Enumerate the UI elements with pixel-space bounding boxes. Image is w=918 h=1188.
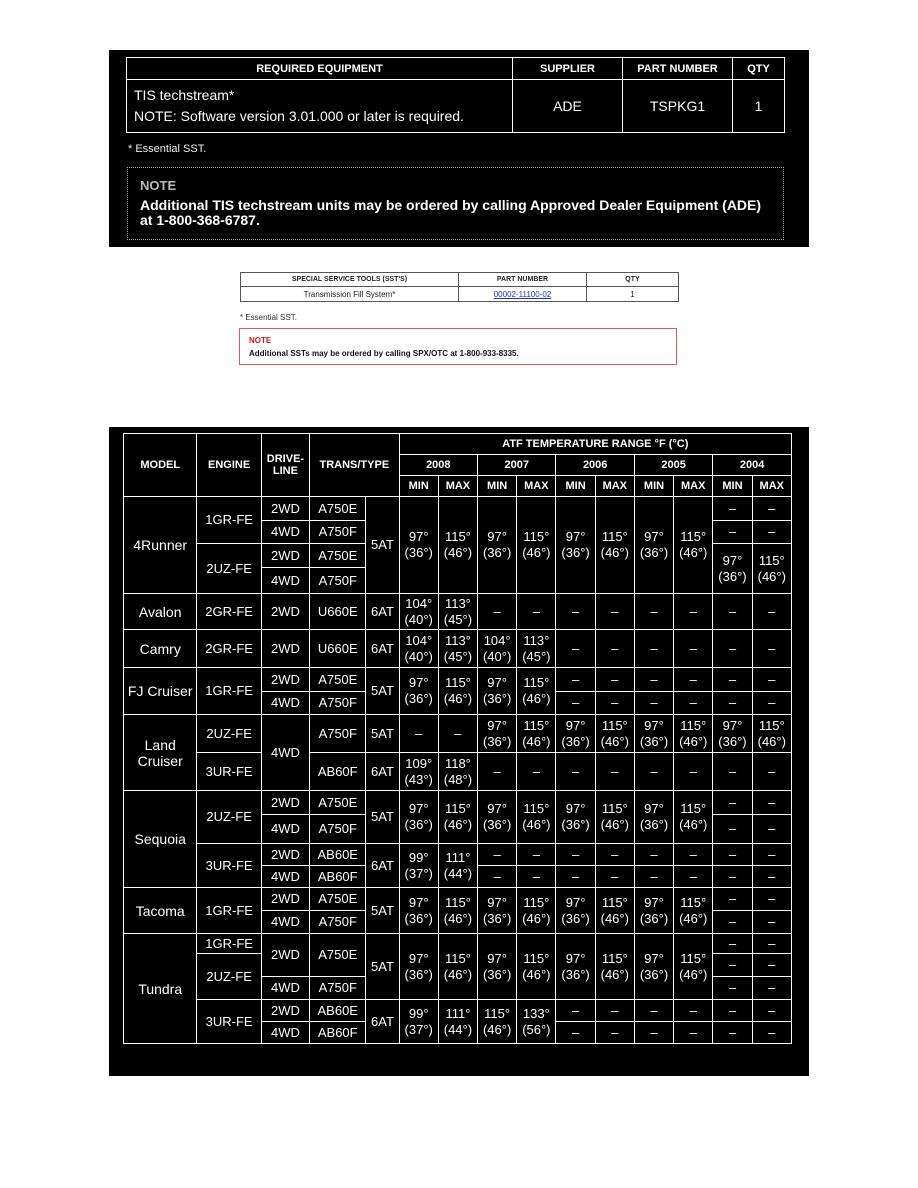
dash-cell: – [752, 954, 791, 977]
temp-cell: 115° (46°) [517, 497, 556, 594]
dash-cell: – [478, 866, 517, 888]
header-year: 2004 [713, 455, 792, 476]
temp-cell: 99° (37°) [399, 1000, 438, 1044]
dash-cell: – [674, 692, 713, 715]
dash-cell: – [674, 668, 713, 692]
model-tundra: Tundra [124, 934, 197, 1044]
dash-cell: – [713, 630, 752, 668]
dash-cell: – [478, 594, 517, 630]
dash-cell: – [556, 668, 595, 692]
temp-cell: 115° (46°) [517, 934, 556, 1000]
drive: 2WD [261, 594, 309, 630]
trans: A750F [310, 911, 366, 934]
drive: 2WD [261, 497, 309, 521]
temp-cell: 115° (46°) [517, 668, 556, 715]
engine: 2UZ-FE [197, 715, 261, 753]
temp-cell: 97° (36°) [556, 497, 595, 594]
header-min: MIN [634, 476, 673, 497]
dash-cell: – [478, 844, 517, 866]
type: 6AT [366, 753, 399, 791]
drive: 4WD [261, 815, 309, 844]
type: 5AT [366, 888, 399, 934]
dash-cell: – [634, 692, 673, 715]
engine: 2GR-FE [197, 630, 261, 668]
dash-cell: – [752, 815, 791, 844]
model-4runner: 4Runner [124, 497, 197, 594]
dash-cell: – [713, 844, 752, 866]
header-min: MIN [556, 476, 595, 497]
temp-cell: 97° (36°) [478, 791, 517, 844]
trans: A750E [310, 544, 366, 568]
header-trans-type: TRANS/TYPE [310, 434, 400, 497]
dash-cell: – [634, 866, 673, 888]
drive: 4WD [261, 977, 309, 1000]
dash-cell: – [752, 791, 791, 815]
dash-cell: – [634, 668, 673, 692]
dash-cell: – [556, 630, 595, 668]
equipment-item: TIS techstream* [134, 87, 235, 103]
drive: 4WD [261, 1022, 309, 1044]
trans: AB60F [310, 866, 366, 888]
engine: 3UR-FE [197, 753, 261, 791]
type: 5AT [366, 934, 399, 1000]
temp-cell: 99° (37°) [399, 844, 438, 888]
header-min: MIN [478, 476, 517, 497]
temp-cell: 97° (36°) [634, 888, 673, 934]
dash-cell: – [713, 521, 752, 544]
header-engine: ENGINE [197, 434, 261, 497]
drive: 2WD [261, 630, 309, 668]
engine: 3UR-FE [197, 844, 261, 888]
drive: 2WD [261, 844, 309, 866]
header-driveline: DRIVE-LINE [261, 434, 309, 497]
engine: 1GR-FE [197, 888, 261, 934]
dash-cell: – [752, 692, 791, 715]
dash-cell: – [752, 753, 791, 791]
temp-cell: 97° (36°) [713, 544, 752, 594]
temp-cell: 97° (36°) [399, 497, 438, 594]
temp-cell: 111° (44°) [438, 844, 477, 888]
header-model: MODEL [124, 434, 197, 497]
trans: A750F [310, 692, 366, 715]
trans: AB60F [310, 1022, 366, 1044]
dash-cell: – [595, 630, 634, 668]
trans: A750F [310, 815, 366, 844]
temp-cell: 115° (46°) [517, 715, 556, 753]
dash-cell: – [713, 791, 752, 815]
dash-cell: – [713, 911, 752, 934]
sst-part-number-link[interactable]: 00002-11100-02 [493, 289, 552, 299]
temp-cell: 115° (46°) [438, 668, 477, 715]
temp-cell: 97° (36°) [634, 497, 673, 594]
dash-cell: – [674, 630, 713, 668]
equipment-note-box [127, 167, 784, 240]
model-fj-cruiser: FJ Cruiser [124, 668, 197, 715]
dash-cell: – [674, 753, 713, 791]
model-tacoma: Tacoma [124, 888, 197, 934]
dash-cell: – [595, 692, 634, 715]
drive: 4WD [261, 568, 309, 594]
type: 5AT [366, 668, 399, 715]
dash-cell: – [556, 753, 595, 791]
atf-temperature-table [123, 433, 792, 1044]
trans: A750F [310, 521, 366, 544]
equipment-part-number: TSPKG1 [623, 80, 733, 133]
trans: AB60E [310, 1000, 366, 1022]
dash-cell: – [752, 521, 791, 544]
header-max: MAX [674, 476, 713, 497]
header-year: 2006 [556, 455, 634, 476]
trans: U660E [310, 630, 366, 668]
header-sst-qty: QTY [587, 273, 679, 287]
engine: 3UR-FE [197, 1000, 261, 1044]
sst-note-box [239, 328, 677, 365]
dash-cell: – [713, 954, 752, 977]
sst-part-number-cell [459, 287, 587, 302]
type: 6AT [366, 844, 399, 888]
model-sequoia: Sequoia [124, 791, 197, 888]
type: 5AT [366, 497, 399, 594]
dash-cell: – [634, 1022, 673, 1044]
temp-cell: 115° (46°) [517, 791, 556, 844]
header-atf-range: ATF TEMPERATURE RANGE °F (°C) [399, 434, 791, 455]
dash-cell: – [634, 1000, 673, 1022]
dash-cell: – [752, 934, 791, 954]
trans: A750E [310, 888, 366, 911]
temp-cell: 97° (36°) [478, 888, 517, 934]
drive: 2WD [261, 934, 309, 977]
dash-cell: – [674, 866, 713, 888]
header-qty: QTY [733, 58, 785, 80]
required-equipment-table [126, 57, 785, 133]
type: 6AT [366, 630, 399, 668]
engine: 2UZ-FE [197, 954, 261, 1000]
drive: 4WD [261, 521, 309, 544]
dash-cell: – [556, 594, 595, 630]
temp-cell: 115° (46°) [674, 715, 713, 753]
drive: 4WD [261, 692, 309, 715]
dash-cell: – [713, 866, 752, 888]
drive: 4WD [261, 911, 309, 934]
temp-cell: 115° (46°) [438, 791, 477, 844]
dash-cell: – [556, 692, 595, 715]
temp-cell: 104° (40°) [478, 630, 517, 668]
temp-cell: 97° (36°) [634, 791, 673, 844]
model-land-cruiser: Land Cruiser [124, 715, 197, 791]
dash-cell: – [713, 1022, 752, 1044]
dash-cell: – [556, 1022, 595, 1044]
equipment-qty: 1 [733, 80, 785, 133]
equipment-supplier: ADE [513, 80, 623, 133]
header-year: 2007 [478, 455, 556, 476]
dash-cell: – [556, 866, 595, 888]
type: 6AT [366, 1000, 399, 1044]
dash-cell: – [713, 753, 752, 791]
dash-cell: – [674, 844, 713, 866]
dash-cell: – [517, 844, 556, 866]
temp-cell: 97° (36°) [478, 497, 517, 594]
header-max: MAX [752, 476, 791, 497]
dash-cell: – [752, 977, 791, 1000]
dash-cell: – [634, 844, 673, 866]
temp-cell: 133° (56°) [517, 1000, 556, 1044]
sst-qty: 1 [587, 287, 679, 302]
dash-cell: – [399, 715, 438, 753]
header-supplier: SUPPLIER [513, 58, 623, 80]
temp-cell: 97° (36°) [713, 715, 752, 753]
temp-cell: 97° (36°) [399, 791, 438, 844]
temp-cell: 97° (36°) [478, 715, 517, 753]
trans: A750E [310, 791, 366, 815]
dash-cell: – [752, 630, 791, 668]
sst-tool: Transmission Fill System* [241, 287, 459, 302]
dash-cell: – [674, 1000, 713, 1022]
temp-cell: 113° (45°) [438, 594, 477, 630]
header-min: MIN [399, 476, 438, 497]
required-equipment-panel [109, 50, 809, 247]
atf-temperature-panel [109, 427, 809, 1076]
type: 5AT [366, 715, 399, 753]
trans: AB60F [310, 753, 366, 791]
trans: A750F [310, 715, 366, 753]
engine: 1GR-FE [197, 668, 261, 715]
temp-cell: 115° (46°) [595, 715, 634, 753]
model-camry: Camry [124, 630, 197, 668]
temp-cell: 115° (46°) [595, 934, 634, 1000]
dash-cell: – [713, 668, 752, 692]
temp-cell: 111° (44°) [438, 1000, 477, 1044]
engine: 1GR-FE [197, 497, 261, 544]
temp-cell: 113° (45°) [517, 630, 556, 668]
equipment-cell [127, 80, 513, 133]
drive: 2WD [261, 791, 309, 815]
trans: A750E [310, 934, 366, 977]
dash-cell: – [713, 977, 752, 1000]
dash-cell: – [634, 630, 673, 668]
temp-cell: 97° (36°) [399, 668, 438, 715]
dash-cell: – [478, 753, 517, 791]
dash-cell: – [517, 753, 556, 791]
temp-cell: 97° (36°) [478, 934, 517, 1000]
dash-cell: – [713, 888, 752, 911]
dash-cell: – [713, 815, 752, 844]
dash-cell: – [674, 1022, 713, 1044]
temp-cell: 115° (46°) [674, 888, 713, 934]
trans: U660E [310, 594, 366, 630]
temp-cell: 104° (40°) [399, 630, 438, 668]
dash-cell: – [752, 497, 791, 521]
temp-cell: 115° (46°) [478, 1000, 517, 1044]
dash-cell: – [713, 1000, 752, 1022]
engine: 2UZ-FE [197, 791, 261, 844]
dash-cell: – [556, 1000, 595, 1022]
temp-cell: 97° (36°) [556, 791, 595, 844]
header-required-equipment: REQUIRED EQUIPMENT [127, 58, 513, 80]
temp-cell: 97° (36°) [399, 888, 438, 934]
sst-table [240, 272, 679, 302]
dash-cell: – [595, 753, 634, 791]
dash-cell: – [713, 692, 752, 715]
type: 6AT [366, 594, 399, 630]
temp-cell: 115° (46°) [595, 888, 634, 934]
trans: A750E [310, 497, 366, 521]
header-min: MIN [713, 476, 752, 497]
temp-cell: 115° (46°) [595, 497, 634, 594]
trans: A750E [310, 668, 366, 692]
dash-cell: – [752, 866, 791, 888]
trans: A750F [310, 568, 366, 594]
temp-cell: 113° (45°) [438, 630, 477, 668]
temp-cell: 115° (46°) [438, 497, 477, 594]
temp-cell: 97° (36°) [478, 668, 517, 715]
equipment-footnote: * Essential SST. [128, 143, 207, 155]
header-sst-part-number: PART NUMBER [459, 273, 587, 287]
temp-cell: 97° (36°) [556, 715, 595, 753]
temp-cell: 97° (36°) [556, 888, 595, 934]
drive: 2WD [261, 888, 309, 911]
dash-cell: – [634, 753, 673, 791]
trans: A750F [310, 977, 366, 1000]
temp-cell: 104° (40°) [399, 594, 438, 630]
header-sst: SPECIAL SERVICE TOOLS (SST'S) [241, 273, 459, 287]
dash-cell: – [752, 594, 791, 630]
drive: 4WD [261, 715, 309, 791]
temp-cell: 118° (48°) [438, 753, 477, 791]
engine: 2UZ-FE [197, 544, 261, 594]
temp-cell: 115° (46°) [595, 791, 634, 844]
header-max: MAX [438, 476, 477, 497]
temp-cell: 115° (46°) [674, 934, 713, 1000]
header-part-number: PART NUMBER [623, 58, 733, 80]
temp-cell: 115° (46°) [752, 544, 791, 594]
drive: 2WD [261, 668, 309, 692]
sst-footnote: * Essential SST. [240, 313, 297, 322]
dash-cell: – [595, 1022, 634, 1044]
dash-cell: – [752, 668, 791, 692]
temp-cell: 115° (46°) [438, 888, 477, 934]
dash-cell: – [595, 866, 634, 888]
temp-cell: 97° (36°) [634, 715, 673, 753]
engine: 1GR-FE [197, 934, 261, 954]
equipment-item-note: NOTE: Software version 3.01.000 or later is required. [134, 108, 464, 124]
dash-cell: – [438, 715, 477, 753]
dash-cell: – [674, 594, 713, 630]
temp-cell: 115° (46°) [674, 791, 713, 844]
header-max: MAX [517, 476, 556, 497]
temp-cell: 97° (36°) [399, 934, 438, 1000]
temp-cell: 115° (46°) [438, 934, 477, 1000]
temp-cell: 97° (36°) [556, 934, 595, 1000]
dash-cell: – [517, 594, 556, 630]
temp-cell: 109° (43°) [399, 753, 438, 791]
temp-cell: 97° (36°) [634, 934, 673, 1000]
sst-note-body: Additional SSTs may be ordered by calling SPX/OTC at 1-800-933-8335. [249, 349, 519, 358]
drive: 4WD [261, 866, 309, 888]
drive: 2WD [261, 544, 309, 568]
dash-cell: – [752, 911, 791, 934]
dash-cell: – [713, 934, 752, 954]
temp-cell: 115° (46°) [517, 888, 556, 934]
dash-cell: – [595, 1000, 634, 1022]
header-max: MAX [595, 476, 634, 497]
dash-cell: – [595, 594, 634, 630]
dash-cell: – [595, 668, 634, 692]
drive: 2WD [261, 1000, 309, 1022]
dash-cell: – [752, 1022, 791, 1044]
model-avalon: Avalon [124, 594, 197, 630]
dash-cell: – [595, 844, 634, 866]
trans: AB60E [310, 844, 366, 866]
dash-cell: – [556, 844, 595, 866]
temp-cell: 115° (46°) [674, 497, 713, 594]
sst-note-title: NOTE [249, 336, 272, 345]
dash-cell: – [752, 888, 791, 911]
dash-cell: – [713, 594, 752, 630]
dash-cell: – [634, 594, 673, 630]
dash-cell: – [713, 497, 752, 521]
dash-cell: – [517, 866, 556, 888]
dash-cell: – [752, 844, 791, 866]
equipment-note-body: Additional TIS techstream units may be ordered by calling Approved Dealer Equipment (ADE) at 1-800-368-6787. [140, 197, 762, 228]
dash-cell: – [752, 1000, 791, 1022]
temp-cell: 115° (46°) [752, 715, 791, 753]
engine: 2GR-FE [197, 594, 261, 630]
header-year: 2005 [634, 455, 712, 476]
type: 5AT [366, 791, 399, 844]
equipment-note-title: NOTE [140, 178, 177, 193]
header-year: 2008 [399, 455, 477, 476]
